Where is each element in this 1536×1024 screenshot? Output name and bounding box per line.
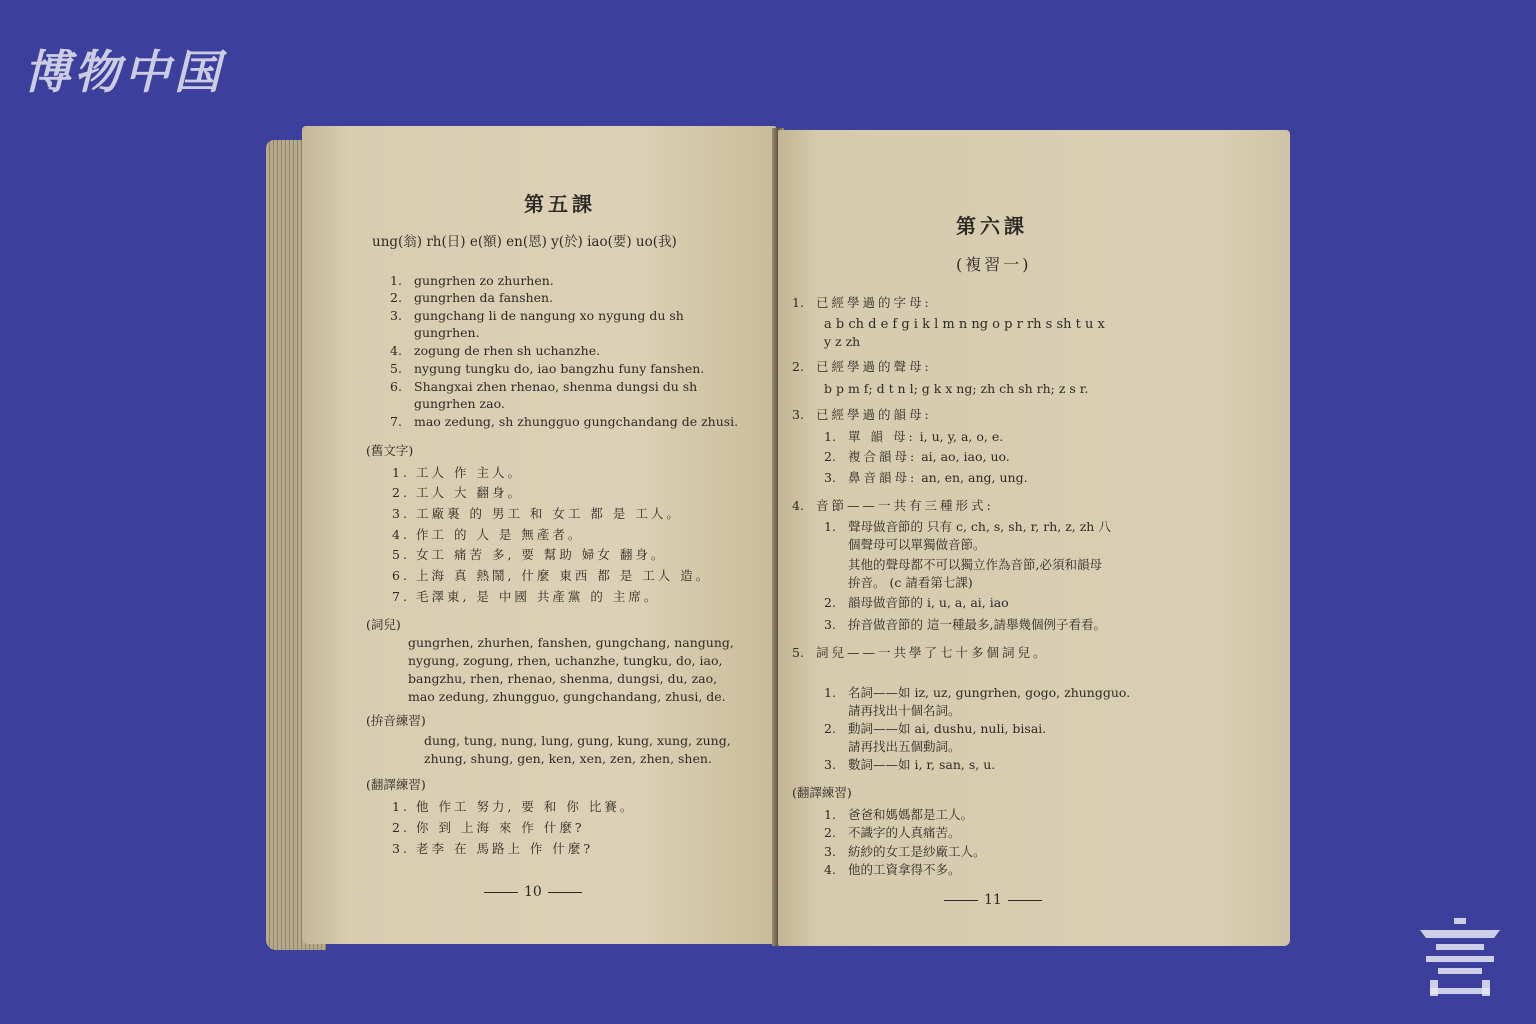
list-item: 1. 爸爸和媽媽都是工人。	[824, 807, 974, 822]
list-item: 3. gungchang li de nangung xo nygung du sh	[390, 308, 684, 323]
list-item: 2. 動詞——如 ai, dushu, nuli, bisai.	[824, 721, 1047, 736]
translation-heading: (翻譯練習)	[366, 777, 426, 792]
left-page	[302, 126, 776, 944]
translation-heading: (翻譯練習)	[792, 785, 852, 800]
list-item: 1. 工人 作 主人。	[392, 465, 523, 480]
list-item: 7. 毛澤東, 是 中國 共產黨 的 主席。	[392, 589, 660, 604]
list-item: 2. 不識字的人真痛苦。	[824, 825, 961, 840]
list-item: 3. 老李 在 馬路上 作 什麼?	[392, 841, 594, 856]
old-text-heading: (舊文字)	[366, 443, 414, 458]
list-item: 5. 女工 痛苦 多, 要 幫助 婦女 翻身。	[392, 547, 667, 562]
section-2: 2. 已經學過的聲母:	[792, 359, 932, 374]
list-item: 拚音。 (c 請看第七課)	[848, 575, 973, 590]
list-item: 3. 鼻音韻母: an, en, ang, ung.	[824, 470, 1028, 485]
text-line: b p m f; d t n l; g k x ng; zh ch sh rh; z s r.	[824, 381, 1089, 396]
list-item: 個聲母可以單獨做音節。	[848, 537, 986, 552]
list-item: 6. Shangxai zhen rhenao, shenma dungsi du sh	[390, 379, 698, 394]
text-line: zhung, shung, gen, ken, xen, zen, zhen, shen.	[424, 751, 712, 766]
list-item: 其他的聲母都不可以獨立作為音節,必須和韻母	[848, 557, 1102, 572]
museum-logo-icon	[1414, 918, 1506, 996]
list-item: gungrhen zao.	[414, 396, 505, 411]
list-item: 4. 他的工資拿得不多。	[824, 862, 961, 877]
lesson-5-title: 第五課	[524, 192, 596, 216]
list-item: 1. 名詞——如 iz, uz, gungrhen, gogo, zhungguo.	[824, 685, 1131, 700]
section-3: 3. 已經學過的韻母:	[792, 407, 932, 422]
lesson-6-title: 第六課	[956, 214, 1028, 238]
list-item: 請再找出五個動詞。	[848, 739, 961, 754]
list-item: 4. 作工 的 人 是 無產者。	[392, 527, 584, 542]
spelling-heading: (拚音練習)	[366, 713, 426, 728]
text-line: y z zh	[824, 334, 861, 349]
list-item: 3. 拚音做音節的 這一種最多,請舉幾個例子看看。	[824, 617, 1106, 632]
words-heading: (詞兒)	[366, 617, 401, 632]
section-1: 1. 已經學過的字母:	[792, 295, 932, 310]
list-item: 3. 工廠裏 的 男工 和 女工 都 是 工人。	[392, 506, 682, 521]
open-book	[266, 124, 1290, 950]
section-4: 4. 音節——一共有三種形式:	[792, 498, 994, 513]
list-item: 2. 你 到 上海 來 作 什麼?	[392, 820, 585, 835]
list-item: 1. 他 作工 努力, 要 和 你 比賽。	[392, 799, 636, 814]
list-item: 2. 韻母做音節的 i, u, a, ai, iao	[824, 595, 1009, 610]
text-line: gungrhen, zhurhen, fanshen, gungchang, nangung,	[408, 635, 734, 650]
list-item: 3. 數詞——如 i, r, san, s, u.	[824, 757, 996, 772]
page-number-right: 11	[938, 892, 1048, 909]
text-line: nygung, zogung, rhen, uchanzhe, tungku, do, iao,	[408, 653, 723, 668]
section-5: 5. 詞兒——一共學了七十多個詞兒。	[792, 645, 1049, 660]
text-line: a b ch d e f g i k l m n ng o p r rh s sh t u x	[824, 317, 1105, 332]
list-item: 4. zogung de rhen sh uchanzhe.	[390, 343, 601, 358]
list-item: 2. 工人 大 翻身。	[392, 485, 523, 500]
text-line: mao zedung, zhungguo, gungchandang, zhusi, de.	[408, 689, 726, 704]
page-number-left: 10	[478, 884, 588, 901]
watermark-text: 博物中国	[24, 45, 224, 99]
list-item: 2. gungrhen da fanshen.	[390, 290, 553, 305]
lesson-6-subtitle: (複習一)	[956, 255, 1032, 274]
list-item: 3. 紡紗的女工是紗廠工人。	[824, 844, 986, 859]
list-item: 7. mao zedung, sh zhungguo gungchandang de zhusi.	[390, 414, 739, 429]
list-item: 1. gungrhen zo zhurhen.	[390, 273, 554, 288]
list-item: 1. 聲母做音節的 只有 c, ch, s, sh, r, rh, z, zh 八	[824, 519, 1111, 534]
list-item: 5. nygung tungku do, iao bangzhu funy fanshen.	[390, 361, 705, 376]
text-line: dung, tung, nung, lung, gung, kung, xung, zung,	[424, 733, 731, 748]
list-item: 1. 單 韻 母: i, u, y, a, o, e.	[824, 429, 1004, 444]
right-page	[778, 130, 1290, 946]
list-item: 2. 複合韻母: ai, ao, iao, uo.	[824, 449, 1010, 464]
list-item: 6. 上海 真 熱鬧, 什麼 東西 都 是 工人 造。	[392, 568, 712, 583]
letters-line: ung(翁) rh(日) e(額) en(恩) y(於) iao(要) uo(我)	[372, 234, 677, 250]
list-item: 請再找出十個名詞。	[848, 703, 961, 718]
list-item: gungrhen.	[414, 325, 480, 340]
text-line: bangzhu, rhen, rhenao, shenma, dungsi, du, zao,	[408, 671, 718, 686]
